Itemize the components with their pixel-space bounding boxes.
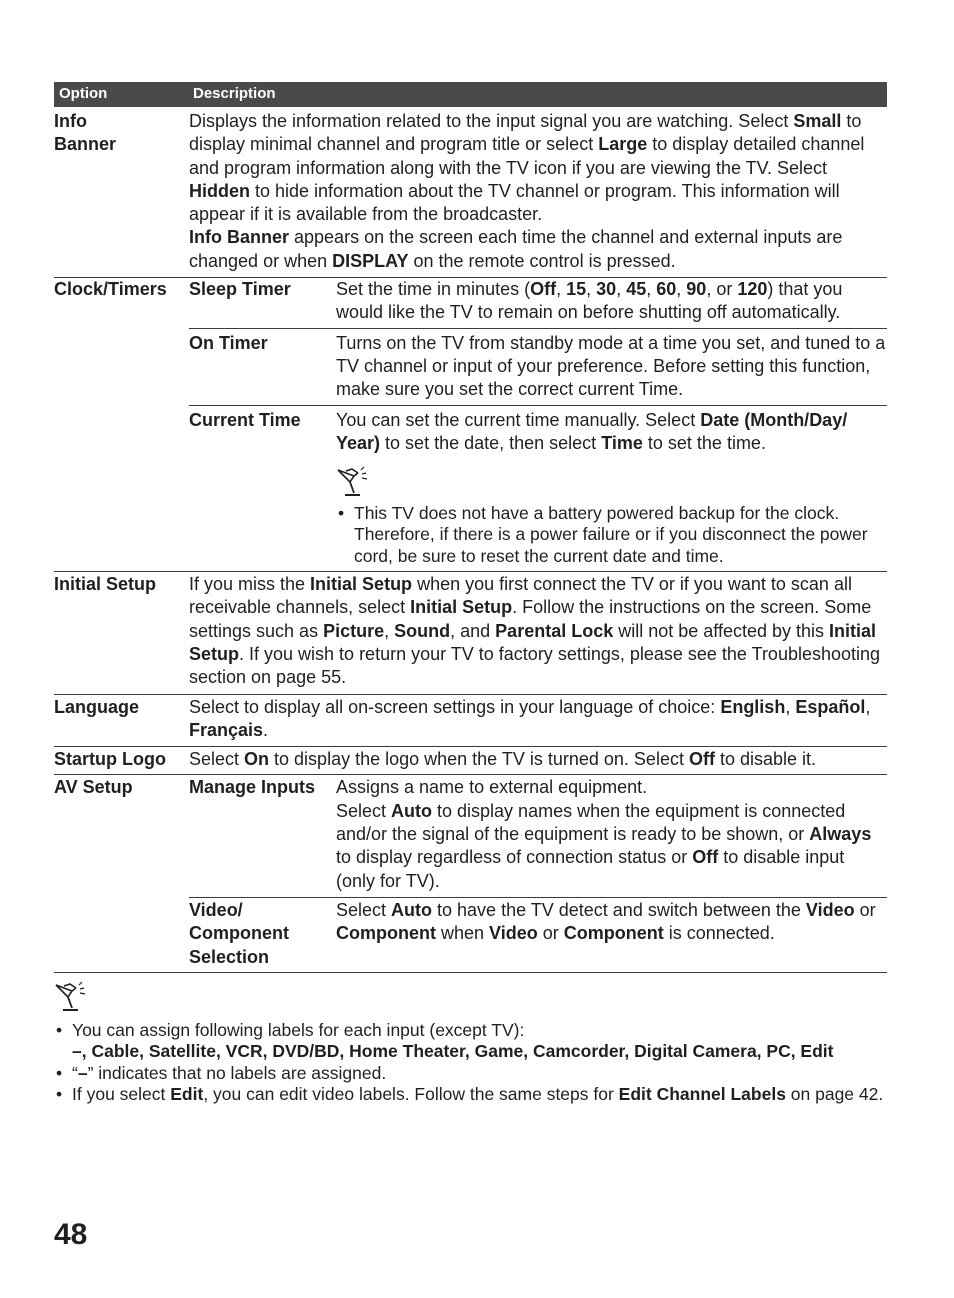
- text: ,: [586, 279, 597, 300]
- sub-option-video-component: [189, 899, 289, 969]
- text: ,: [865, 696, 871, 717]
- text: or: [537, 923, 564, 944]
- table-row-av-setup: [54, 775, 887, 972]
- bold-text: Hidden: [189, 180, 250, 201]
- sub-description-manage-inputs: [336, 776, 887, 892]
- description-info-banner: [189, 110, 887, 273]
- option-language: Language: [54, 696, 140, 717]
- text: , and: [450, 620, 496, 641]
- text: appears on the screen each time the channel and external inputs are changed or when: [189, 227, 843, 271]
- text: will not be affected by this: [613, 620, 830, 641]
- paragraph: [189, 226, 887, 273]
- text: to display minimal channel and program title or select: [189, 111, 862, 155]
- text: on page 42.: [785, 1083, 884, 1104]
- text: Select to display all on-screen settings in your language of choice:: [189, 696, 721, 717]
- note-list-item: [54, 1084, 894, 1105]
- bold-text: 90: [686, 279, 707, 300]
- bold-text: Picture: [323, 620, 385, 641]
- text: . If you wish to return your TV to factory settings, please see the Troubleshooting section on page 55.: [189, 643, 881, 688]
- option-label-line: Info: [54, 111, 87, 131]
- paragraph: [189, 110, 887, 226]
- page-number: 48: [54, 1218, 88, 1251]
- text: Select: [336, 899, 392, 920]
- sub-description-sleep-timer: [336, 278, 887, 325]
- settings-table: [54, 82, 887, 973]
- sub-option-on-timer: On Timer: [189, 332, 268, 353]
- sub-row-sleep-timer: [189, 278, 887, 329]
- bold-text: Off: [530, 279, 557, 300]
- bold-text: Auto: [391, 800, 433, 821]
- bold-text: Time: [601, 432, 643, 453]
- text: , or: [706, 279, 738, 300]
- text: on the remote control is pressed.: [408, 250, 676, 271]
- bold-text: Initial Setup: [310, 574, 413, 595]
- bold-text: Initial Setup: [189, 620, 877, 664]
- text: If you miss the: [189, 574, 311, 595]
- bold-text: Edit: [170, 1083, 204, 1104]
- text: Select: [336, 800, 392, 821]
- option-startup-logo: Startup Logo: [54, 749, 166, 770]
- text: “: [72, 1062, 78, 1083]
- option-clock-timers: Clock/Timers: [54, 279, 167, 300]
- sub-row-current-time: [189, 406, 887, 571]
- text: to disable it.: [714, 749, 817, 770]
- option-label-line: Video/: [189, 899, 243, 920]
- text: ” indicates that no labels are assigned.: [87, 1062, 387, 1083]
- text: If you select: [72, 1083, 171, 1104]
- bold-text: Off: [688, 749, 715, 770]
- sub-description-video-component: [336, 899, 887, 969]
- note-text: This TV does not have a battery powered backup for the clock. Therefore, if there is a power failure or if you disconnect the power cord, be sure to reset the current date and time.: [354, 503, 868, 566]
- text: to set the date, then select: [380, 432, 602, 453]
- bold-text: Auto: [391, 899, 433, 920]
- sub-row-on-timer: [189, 329, 887, 406]
- paragraph: Assigns a name to external equipment.: [336, 777, 648, 798]
- bold-text: English: [720, 696, 786, 717]
- bold-text: On: [244, 749, 270, 770]
- header-option: Option: [59, 85, 108, 102]
- text: ,: [384, 620, 395, 641]
- bullet: •: [56, 1062, 63, 1083]
- bold-text: Sound: [394, 620, 451, 641]
- bold-text: 60: [656, 279, 677, 300]
- table-row-startup-logo: [54, 747, 887, 775]
- header-description: Description: [193, 85, 276, 102]
- bold-text: 15: [566, 279, 587, 300]
- paragraph: [336, 409, 887, 456]
- bold-text: Edit Channel Labels: [618, 1083, 786, 1104]
- option-label-line: Selection: [189, 946, 270, 967]
- bullet: •: [56, 1020, 63, 1040]
- text: to hide information about the TV channel or program. This information will appear if it is available from the broadcaster.: [189, 180, 840, 225]
- sub-row-video-component: [189, 898, 887, 972]
- text: when you first connect the TV or if you want to scan all receivable channels, select: [189, 574, 852, 618]
- bullet: •: [338, 503, 345, 524]
- bold-text: Large: [598, 134, 648, 155]
- label-list: –, Cable, Satellite, VCR, DVD/BD, Home Theater, Game, Camcorder, Digital Camera, PC, Edit: [72, 1041, 834, 1062]
- bold-text: DISPLAY: [332, 250, 409, 271]
- option-initial-setup: Initial Setup: [54, 574, 157, 595]
- text: Select: [189, 749, 245, 770]
- note-list-item: [54, 1063, 894, 1084]
- table-header: [54, 82, 887, 107]
- bold-text: Info Banner: [189, 227, 290, 248]
- table-row-clock-timers: [54, 278, 887, 572]
- text: , you can edit video labels. Follow the same steps for: [203, 1083, 619, 1104]
- option-label-line: Component: [189, 923, 289, 944]
- bold-text: Español: [795, 696, 866, 717]
- bold-text: –: [77, 1062, 88, 1083]
- bold-text: Video: [489, 923, 538, 944]
- bold-text: 120: [737, 279, 768, 300]
- text: to display regardless of connection status or: [336, 847, 693, 868]
- bold-text: 30: [596, 279, 617, 300]
- text: to disable input (only for TV).: [336, 847, 845, 891]
- bold-text: Always: [809, 824, 872, 845]
- text: to have the TV detect and switch between the: [432, 899, 806, 920]
- notes-section: [54, 980, 894, 1105]
- paragraph: [336, 800, 887, 893]
- lamp-icon: [54, 980, 94, 1016]
- bold-text: Français: [189, 719, 264, 740]
- text: Displays the information related to the input signal you are watching. Select: [189, 111, 794, 131]
- bold-text: Parental Lock: [495, 620, 614, 641]
- text: to display names when the equipment is connected and/or the signal of the equipment is ready to be shown, or: [336, 800, 846, 845]
- table-row-info-banner: [54, 107, 887, 278]
- table-row-language: [54, 695, 887, 748]
- note-list-item: [54, 1020, 894, 1063]
- option-label-line: Banner: [54, 134, 117, 155]
- bold-text: Video: [805, 899, 855, 920]
- text: to display the logo when the TV is turned on. Select: [269, 749, 689, 770]
- option-av-setup: AV Setup: [54, 777, 133, 798]
- text: when: [435, 923, 490, 944]
- bold-text: Component: [563, 923, 664, 944]
- text: to set the time.: [642, 432, 766, 453]
- text: Set the time in minutes (: [336, 279, 531, 300]
- bold-text: Off: [692, 847, 719, 868]
- text: ,: [556, 279, 567, 300]
- text: ,: [616, 279, 627, 300]
- text: ) that you would like the TV to remain on before shutting off automatically.: [336, 279, 843, 323]
- sub-row-manage-inputs: [189, 775, 887, 897]
- text: ,: [646, 279, 657, 300]
- bold-text: Date (Month/Day/ Year): [336, 409, 848, 453]
- text: You can set the current time manually. Select: [336, 409, 701, 430]
- table-row-initial-setup: [54, 572, 887, 694]
- text: ,: [676, 279, 687, 300]
- sub-option-current-time: Current Time: [189, 409, 301, 430]
- note-list-item: [336, 503, 887, 567]
- text: . Follow the instructions on the screen. Some settings such as: [189, 597, 872, 641]
- sub-description-on-timer: Turns on the TV from standby mode at a time you set, and tuned to a TV channel or input of your preference. Before setting this function, make sure you set the correct current Time.: [336, 332, 886, 400]
- description-language: [189, 696, 887, 743]
- text: .: [263, 719, 269, 740]
- note-text: You can assign following labels for each input (except TV):: [72, 1020, 525, 1040]
- text: to display detailed channel and program information along with the TV icon if you are viewing the TV. Select: [189, 134, 865, 178]
- lamp-icon: [336, 465, 376, 501]
- description-startup-logo: [189, 748, 887, 771]
- text: ,: [785, 696, 796, 717]
- sub-description-current-time: [336, 409, 887, 567]
- description-initial-setup: [189, 573, 887, 689]
- text: or: [854, 899, 876, 920]
- sub-option-manage-inputs: Manage Inputs: [189, 777, 316, 798]
- bold-text: 45: [626, 279, 647, 300]
- bold-text: Small: [793, 111, 842, 131]
- bold-text: Initial Setup: [410, 597, 513, 618]
- bullet: •: [56, 1083, 63, 1104]
- bold-text: Component: [336, 923, 436, 944]
- option-info-banner: [54, 110, 116, 157]
- text: is connected.: [663, 923, 775, 944]
- sub-option-sleep-timer: Sleep Timer: [189, 279, 291, 300]
